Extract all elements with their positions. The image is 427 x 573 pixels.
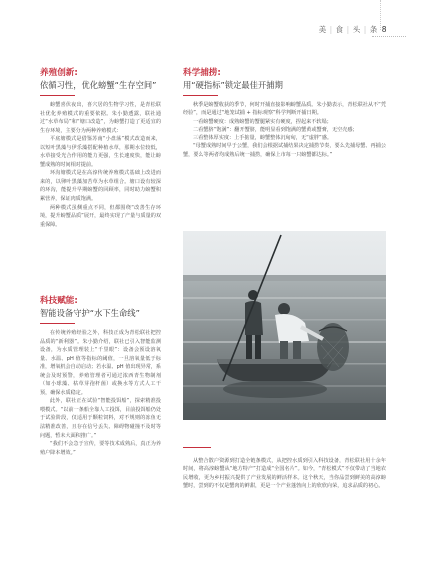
paragraph: 二看蟹脐“饱满”：翻开蟹脐，能明显看到饱满的蟹黄或蟹膏，无空壳感； <box>193 126 358 133</box>
caption-rule <box>183 447 211 448</box>
section-kicker: 养殖创新: <box>40 68 78 78</box>
paragraph: 螃蟹喜伏夜出，喜穴居的生物学习性，是青松联社优化养殖模式的重要依据。朱小勤透露，联社通过“水草布局”和“塘口改造”，为螃蟹打造了更适宜的生存环境，主要分为两种养殖模式： <box>40 102 161 134</box>
paragraph: 此外，联社正在试验“智能投饵船”，探索精准投喂模式。“以前一条船全靠人工投饵，目前投饵船仍处于试验阶段，仅适用于颗粒饲料，对不规则的冻鱼无法精准改善，且存在信号丢失、障碍物碰撞不及时等问题，暂未大面积推广。” <box>40 398 161 439</box>
page-number: 8 <box>381 25 387 34</box>
section-subtitle: 智能设备守护“水下生命线” <box>40 308 140 318</box>
paragraph: “母蟹成熟时间早于公蟹，我们会根据试捕结果决定捕捞节奏，要么先捕母蟹、再捕公蟹，要么等两者均成熟后统一捕捞，确保上市每一只螃蟹都达标。” <box>183 143 386 158</box>
header-nav-2: 食 <box>335 25 344 34</box>
section-subtitle: 用“硬指标”锁定最佳开捕期 <box>183 80 283 90</box>
section-rule <box>40 95 75 96</box>
header-separator: | <box>363 25 367 34</box>
paragraph: “我们不会急于宣传，要等技术成熟后，真正为养殖户降本增效。” <box>40 441 161 456</box>
paragraph: 平底塘模式是借鉴苏南“小盘荡”模式改造而来，以短叶黑藻与伊乐藻搭配种植水草，那期水位较低，水草接受光合作用的能力更强，生长速度快，能让螃蟹成熟的时间相对提前。 <box>40 136 161 168</box>
section-tech-empowerment <box>40 296 161 457</box>
header-separator: | <box>329 25 333 34</box>
section-scientific-harvest <box>183 68 386 159</box>
section-farming-innovation <box>40 68 161 229</box>
paragraph: 在传统养殖经验之外，科技正成为青松联社把控品质的“新利器”。朱小勤介绍，联社已引入智能监测设备，为水质管理装上“千里眼”：设备会预设溶氧量、水温、pH 值等指标的阈值，一旦溶氧量低于标准，增氧机会自动启动；若水温、pH 值出现异常，系统会及时预警，养殖管理者可通过浓西青生物制剂（如小球藻、枯草芽孢杆菌）或换水等方式人工干预，确保水质稳定。 <box>40 330 161 396</box>
section-rule <box>183 95 218 96</box>
page-header <box>319 24 387 35</box>
section-kicker: 科学捕捞: <box>183 68 221 78</box>
paragraph: 秋季是螃蟹收获的季节，何时开捕直接影响螃蟹品质。朱小勤表示，青松联社从不“凭经验”，而是通过“地笼试捕 + 指标观察”科学判断开捕日期。 <box>183 102 386 117</box>
closing-paragraph <box>183 457 386 491</box>
paragraph: 一看螃蟹硬度：成熟螃蟹的蟹腿紧实有硬度，捏起来不软塌； <box>193 118 332 125</box>
header-nav-1: 美 <box>318 25 327 34</box>
section-subtitle: 依循习性，优化螃蟹“生存空间” <box>40 80 157 90</box>
header-separator: | <box>346 25 350 34</box>
header-nav-4: 条 <box>369 25 378 34</box>
paragraph: 两种模式虽侧重点不同，但都围绕“改善生存环境，提升螃蟹品质”展开，最终实现了产量与质量的双重保障。 <box>40 204 161 228</box>
header-nav-3: 头 <box>352 25 361 34</box>
section-kicker: 科技赋能: <box>40 296 78 306</box>
paragraph: 环沟塘模式是在高淳传统养殖模式基础上改进而来的，以卵叶黑藻加苦草为水草组合。塘口设有较深的环沟，能提升早期螃蟹的回顾率，同时助力螃蟹积累营养，保证肉质饱满。 <box>40 170 161 203</box>
paragraph: 从整合散户资源到打造全链条模式，从把控水质到引入科技设备，青松联社用十余年时间，将高淳螃蟹从“地方特产”打造成“全国名片”。如今，“青松模式”不仅带动了当地农民增收，更为乡村振兴提供了产业发展的鲜活样本。这个秋天，当你品尝到鲜美的高淳螃蟹时，尝到的不仅是蟹肉的鲜甜，更是一个产业蓬勃向上的欣欣向荣，追求品质的初心。 <box>183 458 386 490</box>
harvest-photo <box>183 231 386 420</box>
section-rule <box>40 323 75 324</box>
paragraph: 三看整体厚实度：上手掂量，螃蟹整体沉甸甸，无“虚胖”感。 <box>193 135 332 141</box>
header-rule <box>372 36 406 37</box>
